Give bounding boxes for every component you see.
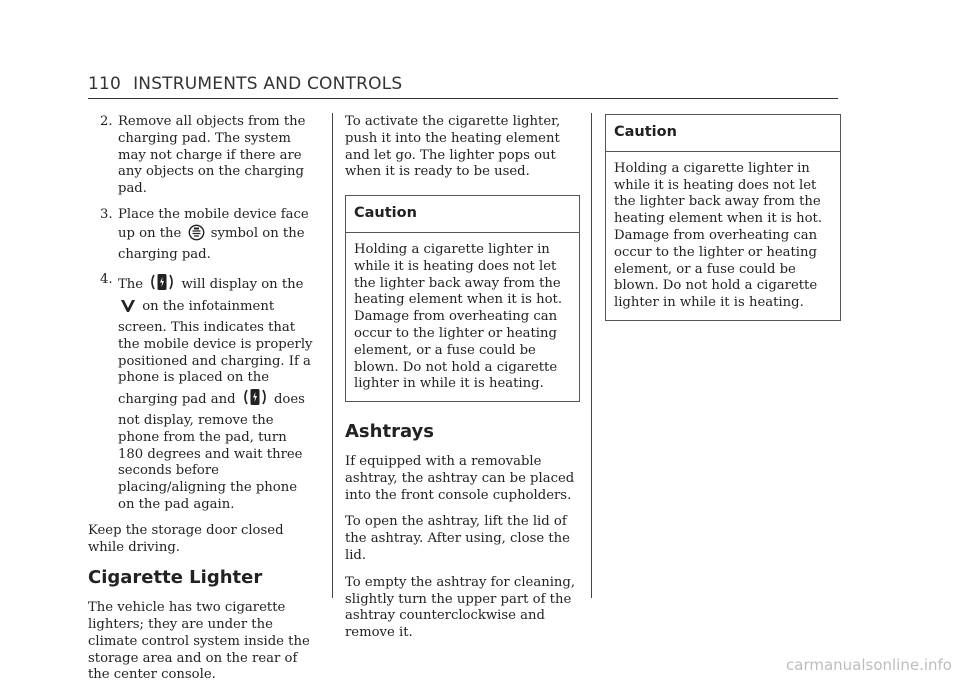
- column-1: [88, 114, 316, 694]
- charging-pad-icon: [188, 224, 205, 247]
- ashtray-paragraph-3: To empty the ashtray for cleaning, slightly turn the upper part of the ashtray counterclockwise and remove it.: [345, 574, 576, 641]
- section-title: INSTRUMENTS AND CONTROLS: [133, 74, 403, 94]
- header-rule: [88, 98, 838, 99]
- page-number: 110: [88, 74, 122, 94]
- caution-box: [345, 195, 580, 402]
- caution-body: Holding a cigarette lighter in while it is heating does not let the lighter back away from the heating element when it is hot. Damage from overheating can occur to the lighter or heating element, or a fuse could be blown. Do not hold a cigarette lighter in while it is heating.: [354, 241, 563, 392]
- ashtrays-heading: Ashtrays: [345, 421, 434, 443]
- caution-title: Caution: [606, 115, 840, 152]
- step-2: 2. Remove all objects from the charging pad. The system may not charge if there are any objects on the charging pad.: [100, 114, 306, 197]
- column-divider-2: [591, 113, 592, 598]
- column-divider-1: [332, 113, 333, 598]
- phone-charging-icon: [242, 387, 268, 413]
- activate-lighter-paragraph: To activate the cigarette lighter, push it into the heating element and let go. The lighter pops out when it is ready to be used.: [345, 114, 561, 180]
- watermark: carmanualsonline.info: [786, 656, 952, 674]
- ashtray-paragraph-2: To open the ashtray, lift the lid of the ashtray. After using, close the lid.: [345, 514, 570, 563]
- cigarette-lighter-heading: Cigarette Lighter: [88, 567, 263, 589]
- storage-door-paragraph: Keep the storage door closed while driving.: [88, 522, 284, 555]
- caution-title: Caution: [346, 196, 579, 233]
- phone-charging-icon: [149, 272, 175, 298]
- step-3: 3. Place the mobile device face up on the symbol on the charging pad.: [100, 206, 309, 262]
- caution-body: Holding a cigarette lighter in while it is heating does not let the lighter back away from the heating element when it is hot. Damage from overheating can occur to the lighter or heating element, or a fuse could be blown. Do not hold a cigarette lighter in while it is heating.: [614, 160, 823, 311]
- page-header: [88, 74, 402, 94]
- vehicle-status-icon: [120, 298, 136, 320]
- caution-box: [605, 114, 841, 321]
- cigarette-lighter-paragraph: The vehicle has two cigarette lighters; they are under the climate control system inside the storage area and on the rear of the center console.: [88, 600, 310, 683]
- column-3: [605, 114, 841, 335]
- step-4: 4. The will display on the on the infotainment screen. This indicates that the mobile device is properly positioned and charging. If a phone is placed on the charging pad and does not display, remove the phone from the pad, turn 180 degrees and wait three seconds before placing/aligning the phone on the pad again.: [100, 272, 313, 512]
- step-list: [88, 114, 316, 514]
- column-2: [345, 114, 580, 652]
- ashtray-paragraph-1: If equipped with a removable ashtray, the ashtray can be placed into the front console cupholders.: [345, 453, 575, 503]
